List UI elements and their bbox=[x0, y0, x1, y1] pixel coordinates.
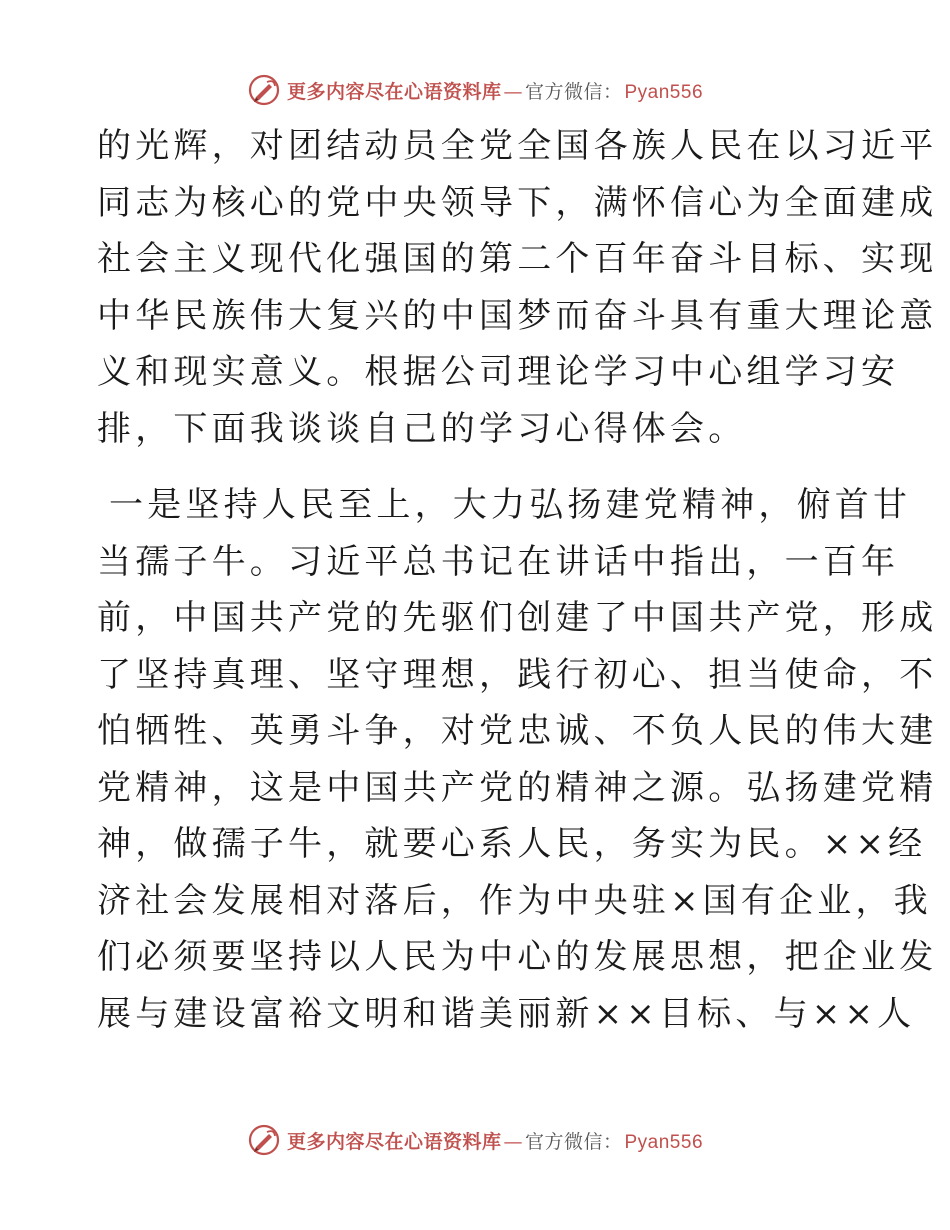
paragraph-1 bbox=[97, 118, 938, 457]
text-line: 同志为核心的党中央领导下，满怀信心为全面建成 bbox=[97, 182, 938, 223]
footer-banner bbox=[0, 1120, 950, 1160]
text-line: 义和现实意义。根据公司理论学习中心组学习安 bbox=[97, 352, 900, 392]
pen-logo-icon bbox=[247, 1123, 281, 1157]
header-banner bbox=[0, 70, 950, 110]
text-line: 济社会发展相对落后，作为中央驻×国有企业，我 bbox=[97, 880, 932, 921]
wechat-label: 官方微信： bbox=[524, 80, 623, 103]
banner-dash: — bbox=[503, 1130, 523, 1153]
text-line: 一是坚持人民至上，大力弘扬建党精神，俯首甘 bbox=[109, 485, 912, 525]
text-line: 的光辉，对团结动员全党全国各族人民在以习近平 bbox=[97, 126, 938, 166]
text-line: 了坚持真理、坚守理想，践行初心、担当使命，不 bbox=[97, 654, 938, 695]
text-line: 前，中国共产党的先驱们创建了中国共产党，形成 bbox=[97, 598, 938, 638]
paragraph-2 bbox=[97, 477, 938, 1042]
text-line: 党精神，这是中国共产党的精神之源。弘扬建党精 bbox=[97, 767, 938, 808]
site-name: 更多内容尽在心语资料库 bbox=[286, 80, 502, 103]
paragraph-spacer bbox=[97, 457, 857, 477]
wechat-id: Pyan556 bbox=[624, 81, 704, 103]
wechat-label: 官方微信： bbox=[524, 1130, 623, 1153]
text-line: 排，下面我谈谈自己的学习心得体会。 bbox=[97, 408, 747, 449]
banner-dash: — bbox=[503, 80, 523, 103]
text-line: 神，做孺子牛，就要心系人民，务实为民。××经 bbox=[97, 824, 927, 864]
text-line: 们必须要坚持以人民为中心的发展思想，把企业发 bbox=[97, 937, 938, 977]
wechat-id: Pyan556 bbox=[624, 1131, 704, 1153]
text-line: 展与建设富裕文明和谐美丽新××目标、与××人 bbox=[97, 993, 916, 1034]
text-line: 社会主义现代化强国的第二个百年奋斗目标、实现 bbox=[97, 239, 938, 279]
text-line: 怕牺牲、英勇斗争，对党忠诚、不负人民的伟大建 bbox=[97, 711, 938, 751]
site-name: 更多内容尽在心语资料库 bbox=[286, 1130, 502, 1153]
pen-logo-icon bbox=[247, 73, 281, 107]
text-line: 中华民族伟大复兴的中国梦而奋斗具有重大理论意 bbox=[97, 295, 938, 336]
text-line: 当孺子牛。习近平总书记在讲话中指出，一百年 bbox=[97, 541, 900, 582]
document-body bbox=[97, 118, 938, 1042]
